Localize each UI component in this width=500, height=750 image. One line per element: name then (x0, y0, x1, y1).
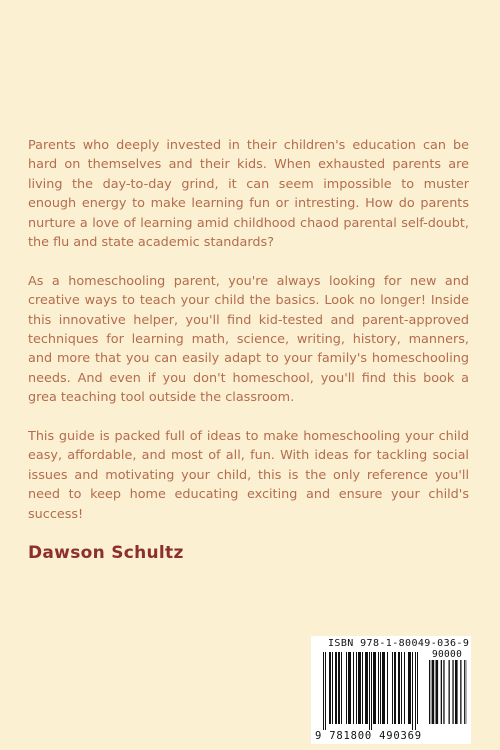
isbn-label: ISBN 978-1-80049-036-9 (328, 638, 470, 649)
blurb-paragraph-2: As a homeschooling parent, you're always looking for new and creative ways to teach your child the basics. Look no longer! Inside this innovative helper, you'll find kid-tested and parent-approved techniques for learning math, science, writing, history, manners, and more that you can easily adapt to your family's homeschooling needs. And even if you don't homeschool, you'll find this book a grea teaching tool outside the classroom. (28, 273, 469, 406)
blurb-paragraph-3: This guide is packed full of ideas to make homeschooling your child easy, affordable, and most of all, fun. With ideas for tackling social issues and motivating your child, this is the only reference you'll need to keep home educating exciting and ensure your child's success! (28, 429, 469, 522)
addon-barcode-bars (429, 660, 467, 730)
back-cover-blurb (28, 136, 469, 543)
ean-barcode-bars (323, 652, 425, 730)
isbn-barcode (311, 636, 471, 744)
author-name: Dawson Schultz (28, 543, 184, 563)
price-addon-number: 90000 (432, 649, 463, 660)
ean-number: 9 781800 490369 (315, 730, 422, 742)
blurb-paragraph-1: Parents who deeply invested in their children's education can be hard on themselves and their kids. When exhausted parents are living the day-to-day grind, it can seem impossible to muster enough energy to make learning fun or intresting. How do parents nurture a love of learning amid childhood chaod parental self-doubt, the flu and state academic standards? (28, 138, 469, 251)
